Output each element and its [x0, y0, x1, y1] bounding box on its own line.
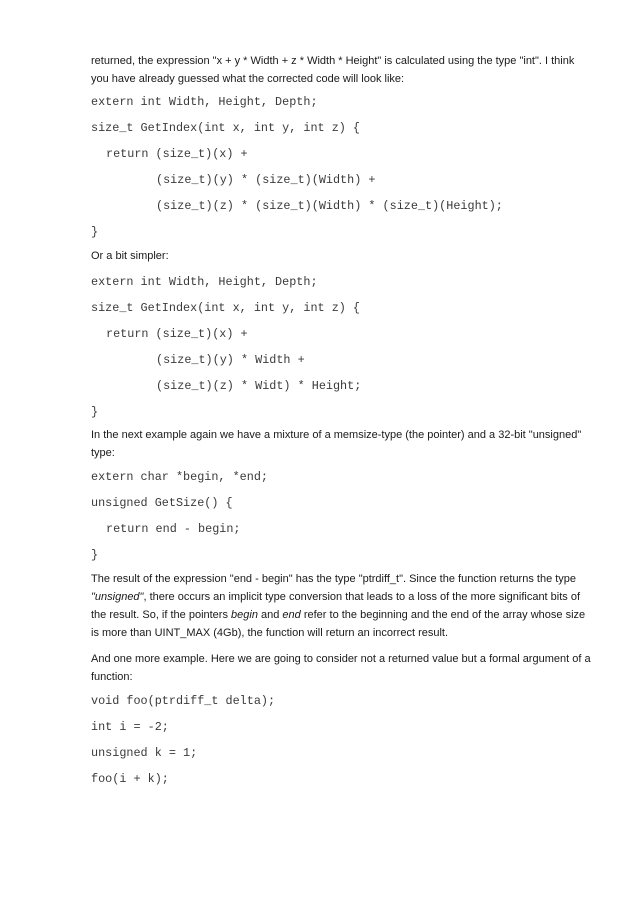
- text-run: , there occurs an implicit type conversion that leads to a loss of the more significant bits of the result. So, if the pointers: [91, 591, 581, 621]
- text-run: The result of the expression "end - begin" has the type "ptrdiff_t". Since the function returns the type: [91, 573, 577, 585]
- code-line: return (size_t)(x) +: [106, 147, 248, 161]
- emphasis-unsigned: "unsigned": [91, 591, 144, 603]
- paragraph-corrected-code-intro: returned, the expression "x + y * Width + z * Width * Height" is calculated using the type "int". I think you have already guessed what the corrected code will look like:: [91, 55, 575, 85]
- code-line: foo(i + k);: [91, 772, 169, 786]
- code-line: void foo(ptrdiff_t delta);: [91, 694, 276, 708]
- code-line: return end - begin;: [106, 522, 241, 536]
- code-line: int i = -2;: [91, 720, 169, 734]
- code-line: extern char *begin, *end;: [91, 470, 268, 484]
- code-line: size_t GetIndex(int x, int y, int z) {: [91, 121, 361, 135]
- code-line: }: [91, 548, 99, 562]
- paragraph-simpler: Or a bit simpler:: [91, 250, 169, 262]
- code-block-getsize: [91, 470, 591, 562]
- code-line: (size_t)(y) * Width +: [156, 353, 305, 367]
- code-line: unsigned GetSize() {: [91, 496, 233, 510]
- emphasis-begin: begin: [231, 609, 258, 621]
- code-line: extern int Width, Height, Depth;: [91, 275, 318, 289]
- code-line: (size_t)(z) * Widt) * Height;: [156, 379, 362, 393]
- code-block-foo: [91, 694, 591, 786]
- code-line: unsigned k = 1;: [91, 746, 198, 760]
- paragraph-formal-argument: And one more example. Here we are going to consider not a returned value but a formal argument of a function:: [91, 653, 591, 683]
- paragraph-mixture-example: In the next example again we have a mixture of a memsize-type (the pointer) and a 32-bit "unsigned" type:: [91, 429, 582, 459]
- code-block-corrected: [91, 95, 591, 239]
- code-block-simpler: [91, 275, 591, 419]
- code-line: extern int Width, Height, Depth;: [91, 95, 318, 109]
- code-line: (size_t)(y) * (size_t)(Width) +: [156, 173, 376, 187]
- text-run: and: [257, 609, 283, 621]
- text-run: refer to the beginning and the end of the array whose size is more than UINT_MAX (4Gb), the function will return an incorrect result.: [91, 609, 586, 639]
- code-line: return (size_t)(x) +: [106, 327, 248, 341]
- code-line: }: [91, 405, 99, 419]
- code-line: }: [91, 225, 99, 239]
- paragraph-ptrdiff-explanation: [91, 570, 591, 642]
- code-line: (size_t)(z) * (size_t)(Width) * (size_t)(Height);: [156, 199, 503, 213]
- emphasis-end: end: [282, 609, 301, 621]
- code-line: size_t GetIndex(int x, int y, int z) {: [91, 301, 361, 315]
- document-page: [91, 52, 591, 786]
